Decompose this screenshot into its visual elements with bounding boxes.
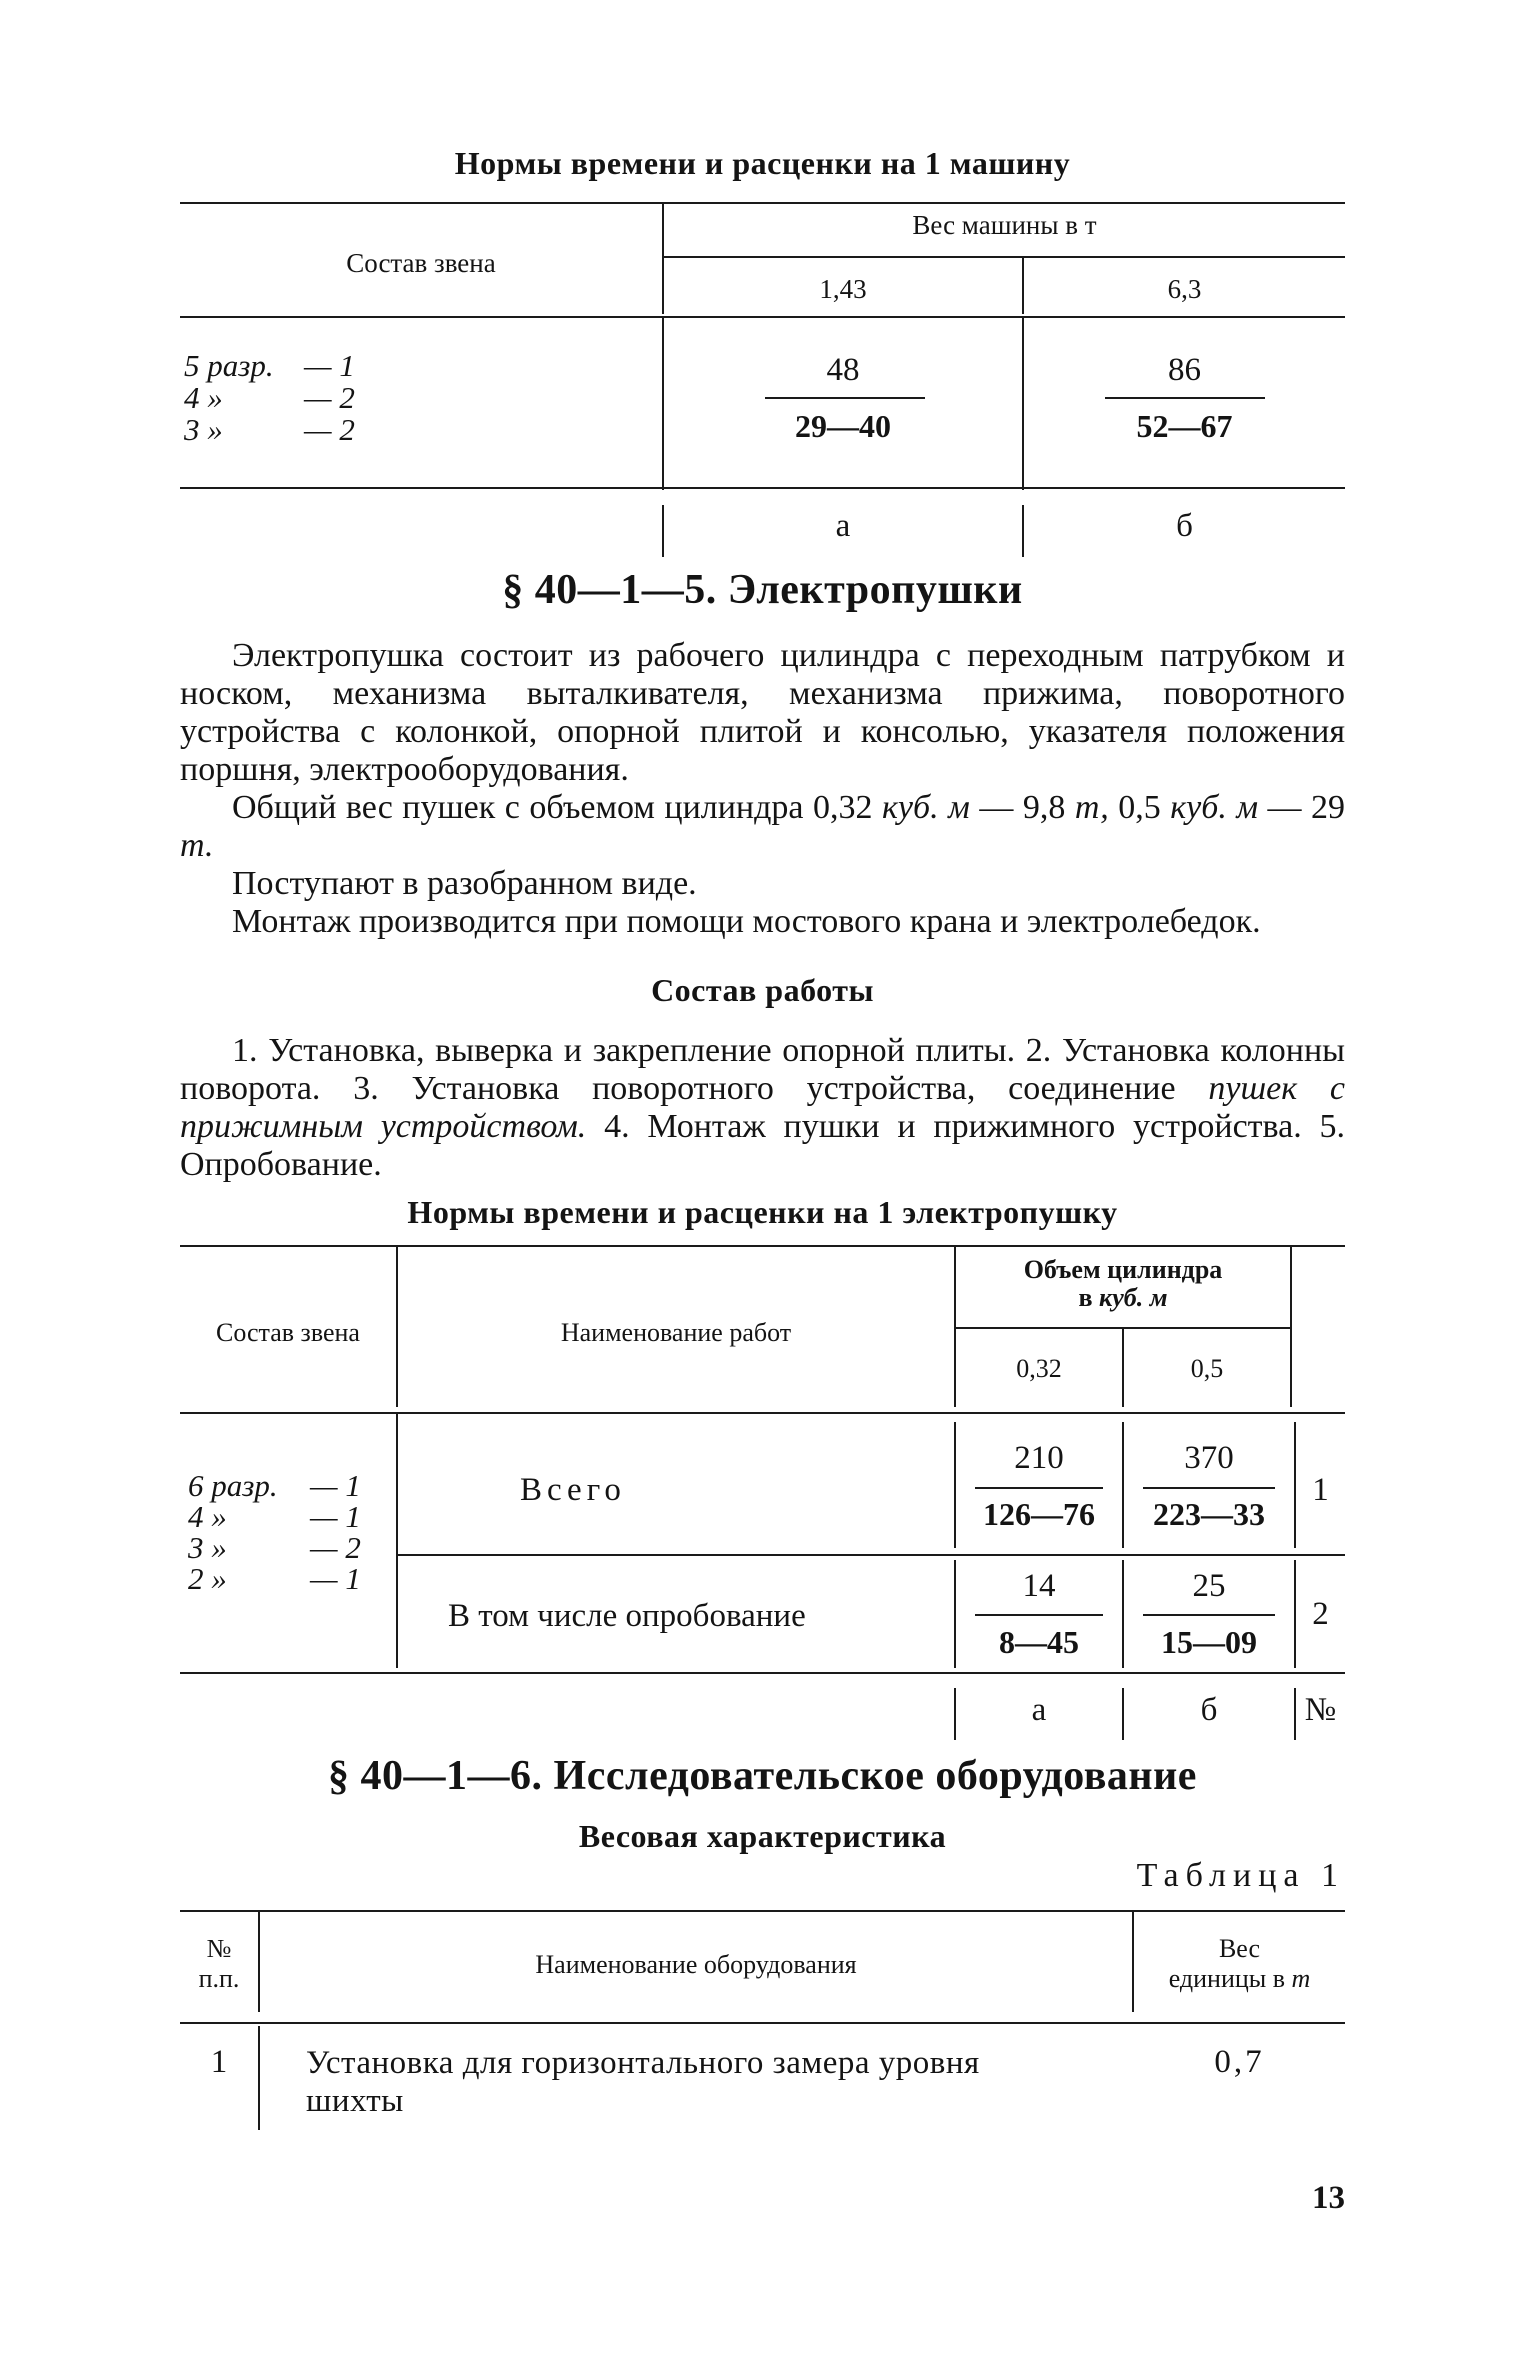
paragraph: 1. Установка, выверка и закрепление опорной плиты. 2. Установка колонны поворота. 3. Установка поворотного устройства, соединение пушек с прижимным устройством. 4. Монтаж пушки и прижимного устройства. 5. Опробование. (180, 1032, 1346, 1183)
weight-2: 6,3 (1167, 274, 1202, 304)
price-b: 52—67 (1136, 408, 1233, 444)
table-gun-title: Нормы времени и расценки на 1 электропушку (407, 1194, 1118, 1230)
column-label-a: а (835, 508, 851, 544)
col-crew-header: Состав звена (216, 1318, 360, 1347)
fraction-bar (1143, 1614, 1275, 1616)
rule (180, 1910, 1345, 1912)
paragraph: Общий вес пушек с объемом цилиндра 0,32 куб. м — 9,8 т, 0,5 куб. м — 29 т. (180, 789, 1346, 864)
section-heading: § 40—1—6. Исследовательское оборудование (328, 1753, 1197, 1799)
work-title: Состав работы (651, 972, 874, 1008)
rule (396, 1414, 398, 1668)
paragraph: Электропушка состоит из рабочего цилиндра с переходным патрубком и носком, механизма выталкивателя, механизма прижима, поворотного устройства с колонкой, опорной плитой и консолью, указателя положения поршня, электрооборудования. (180, 637, 1345, 788)
crew-row: 5 разр. — 1 (184, 348, 355, 383)
work-body (180, 1032, 1345, 1184)
rule (180, 1245, 1345, 1247)
rule (180, 2022, 1345, 2024)
norm-b: 25 (1192, 1568, 1226, 1604)
crew-row: 4 » — 1 (188, 1499, 361, 1534)
price-a: 126—76 (983, 1496, 1095, 1532)
equipment-name: Установка для горизонтального замера уровня шихты (306, 2045, 980, 2119)
section-body (180, 637, 1345, 941)
work-name-total: Всего (520, 1472, 626, 1508)
price-a: 29—40 (795, 408, 891, 444)
fraction-bar (1143, 1487, 1275, 1489)
col-crew-header: Состав звена (346, 248, 496, 278)
price-b: 223—33 (1153, 1496, 1265, 1532)
section-subheading: Весовая характеристика (578, 1818, 947, 1854)
col-number-header: № п.п. (198, 1934, 240, 1993)
table-machine-title: Нормы времени и расценки на 1 машину (454, 145, 1071, 181)
norm-a: 48 (826, 352, 860, 388)
paragraph: Поступают в разобранном виде. (232, 865, 697, 902)
crew-row: 4 » — 2 (184, 380, 355, 415)
table-label: Таблица 1 (1136, 1857, 1345, 1894)
fraction-bar (975, 1614, 1103, 1616)
rule (180, 487, 1345, 489)
column-label-b: б (1176, 508, 1193, 544)
crew-row: 6 разр. — 1 (188, 1468, 361, 1503)
column-label-a: а (1031, 1692, 1047, 1728)
rule (1290, 1247, 1292, 1407)
page-number: 13 (1312, 2180, 1345, 2216)
crew-row: 3 » — 2 (184, 412, 355, 447)
crew-row: 3 » — 2 (188, 1530, 361, 1565)
equipment-weight: 0,7 (1214, 2044, 1265, 2080)
fraction-bar (975, 1487, 1103, 1489)
col-weight-header: Вес единицы в т (1168, 1934, 1311, 1993)
col-name-header: Наименование работ (560, 1318, 792, 1347)
column-label-b: б (1200, 1692, 1218, 1728)
norm-b: 370 (1184, 1440, 1234, 1476)
rule (1022, 318, 1024, 490)
rule (180, 316, 1345, 318)
col-equipment-header: Наименование оборудования (535, 1950, 857, 1979)
col-volume-header: Объем цилиндра в куб. м (1023, 1255, 1223, 1312)
fraction-bar (765, 397, 925, 399)
rule (664, 256, 1345, 258)
rule (180, 1412, 1345, 1414)
column-label-number: № (1304, 1692, 1337, 1728)
norm-b: 86 (1168, 352, 1201, 388)
rule (398, 1554, 1345, 1556)
norm-a: 210 (1014, 1440, 1064, 1476)
section-heading: § 40—1—5. Электропушки (502, 567, 1023, 613)
crew-list (188, 1470, 361, 1594)
price-a: 8—45 (999, 1624, 1079, 1660)
norm-a: 14 (1022, 1568, 1056, 1604)
col-weight-header (664, 210, 1345, 241)
crew-row: 2 » — 1 (188, 1561, 361, 1596)
row-number: 2 (1312, 1596, 1329, 1632)
fraction-bar (1105, 397, 1265, 399)
work-name-testing: В том числе опробование (448, 1598, 806, 1634)
crew-list (184, 350, 355, 446)
price-b: 15—09 (1161, 1624, 1257, 1660)
rule (180, 1672, 1345, 1674)
row-number: 1 (210, 2044, 228, 2080)
row-number: 1 (1312, 1472, 1329, 1508)
weight-1: 1,43 (819, 274, 867, 304)
paragraph: Монтаж производится при помощи мостового крана и электролебедок. (232, 903, 1261, 940)
col-weight-text: Вес машины в т (912, 210, 1097, 240)
rule (662, 318, 664, 490)
rule (258, 2026, 260, 2130)
rule (180, 202, 1345, 204)
volume-2: 0,5 (1190, 1354, 1224, 1383)
volume-1: 0,32 (1016, 1354, 1062, 1383)
